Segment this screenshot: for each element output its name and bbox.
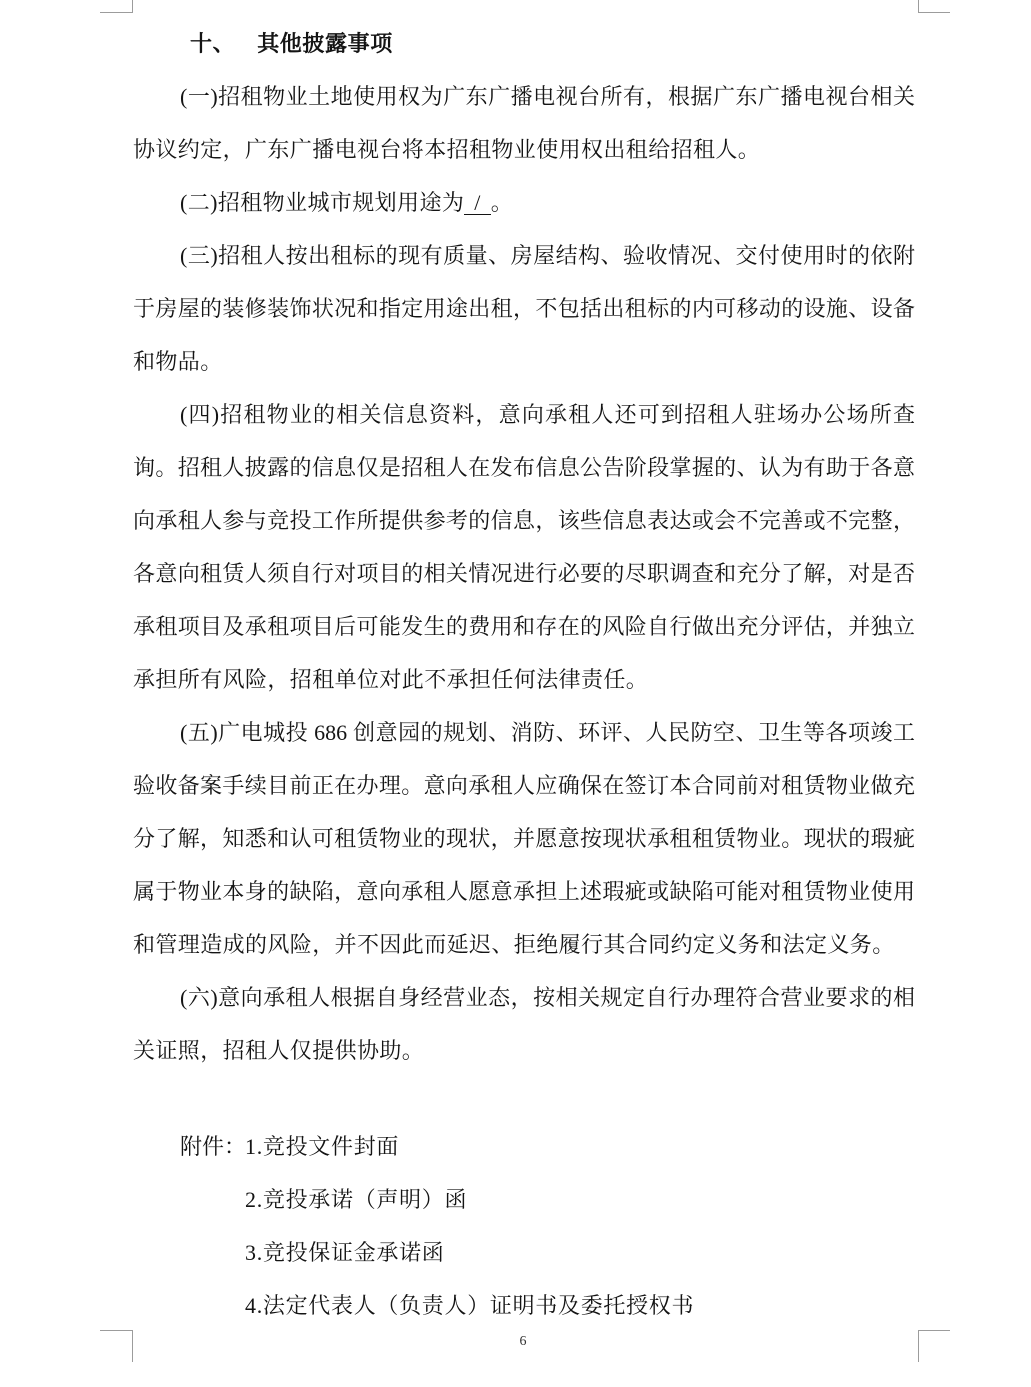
attachments-label: 附件： — [180, 1134, 247, 1159]
paragraph-4-line: 向承租人参与竞投工作所提供参考的信息，该些信息表达或会不完善或不完整， — [133, 508, 915, 533]
paragraph-2-line — [133, 176, 915, 229]
paragraph-5-line: 分了解，知悉和认可租赁物业的现状，并愿意按现状承租租赁物业。现状的瑕疵 — [133, 826, 915, 851]
document-body — [133, 17, 915, 1077]
paragraph-5-line: (五)广电城投 686 创意园的规划、消防、环评、人民防空、卫生等各项竣工 — [180, 720, 915, 745]
paragraph-3-line: (三)招租人按出租标的现有质量、房屋结构、验收情况、交付使用时的依附 — [180, 243, 915, 268]
attachments-list — [180, 1120, 880, 1332]
paragraph-4-line: 承担所有风险，招租单位对此不承担任何法律责任。 — [133, 667, 649, 692]
paragraph-4-line: 承租项目及承租项目后可能发生的费用和存在的风险自行做出充分评估，并独立 — [133, 614, 915, 639]
attachment-item-text: 1.竞投文件封面 — [245, 1134, 400, 1159]
crop-mark-top-right-h — [918, 12, 950, 13]
paragraph-1-line: (一)招租物业土地使用权为广东广播电视台所有，根据广东广播电视台相关 — [180, 84, 915, 109]
planning-use-value: / — [464, 192, 491, 215]
paragraph-4-line: 各意向租赁人须自行对项目的相关情况进行必要的尽职调查和充分了解，对是否 — [133, 561, 915, 586]
crop-mark-bottom-right-h — [918, 1330, 950, 1331]
paragraph-6-line: (六)意向承租人根据自身经营业态，按相关规定自行办理符合营业要求的相 — [180, 985, 915, 1010]
crop-mark-bottom-left-h — [100, 1330, 132, 1331]
paragraph-3-line: 和物品。 — [133, 349, 223, 374]
attachment-item: 2.竞投承诺（声明）函 — [245, 1187, 468, 1212]
paragraph-4-line: (四)招租物业的相关信息资料，意向承租人还可到招租人驻场办公场所查 — [180, 402, 915, 427]
paragraph-5-line: 和管理造成的风险，并不因此而延迟、拒绝履行其合同约定义务和法定义务。 — [133, 932, 895, 957]
paragraph-5-line: 验收备案手续目前正在办理。意向承租人应确保在签订本合同前对租赁物业做充 — [133, 773, 915, 798]
paragraph-5-line: 属于物业本身的缺陷，意向承租人愿意承担上述瑕疵或缺陷可能对租赁物业使用 — [133, 879, 915, 904]
planning-use-end: 。 — [490, 190, 514, 215]
crop-mark-bottom-left-v — [132, 1330, 133, 1362]
paragraph-1-line: 协议约定，广东广播电视台将本招租物业使用权出租给招租人。 — [133, 137, 761, 162]
paragraph-3-line: 于房屋的装修装饰状况和指定用途出租，不包括出租标的内可移动的设施、设备 — [133, 296, 915, 321]
attachment-item: 4.法定代表人（负责人）证明书及委托授权书 — [245, 1293, 695, 1318]
section-title: 其他披露事项 — [257, 31, 393, 56]
page-number: 6 — [519, 1334, 527, 1349]
section-number: 十、 — [190, 31, 236, 56]
paragraph-4-line: 询。招租人披露的信息仅是招租人在发布信息公告阶段掌握的、认为有助于各意 — [133, 455, 915, 480]
planning-use-text: (二)招租物业城市规划用途为 — [180, 190, 465, 215]
attachment-item: 3.竞投保证金承诺函 — [245, 1240, 445, 1265]
crop-mark-top-left-v — [132, 0, 133, 13]
paragraph-6-line: 关证照，招租人仅提供协助。 — [133, 1038, 425, 1063]
crop-mark-top-left-h — [100, 12, 132, 13]
attachment-item — [180, 1120, 880, 1173]
crop-mark-top-right-v — [918, 0, 919, 13]
crop-mark-bottom-right-v — [918, 1330, 919, 1362]
section-heading — [133, 17, 915, 70]
